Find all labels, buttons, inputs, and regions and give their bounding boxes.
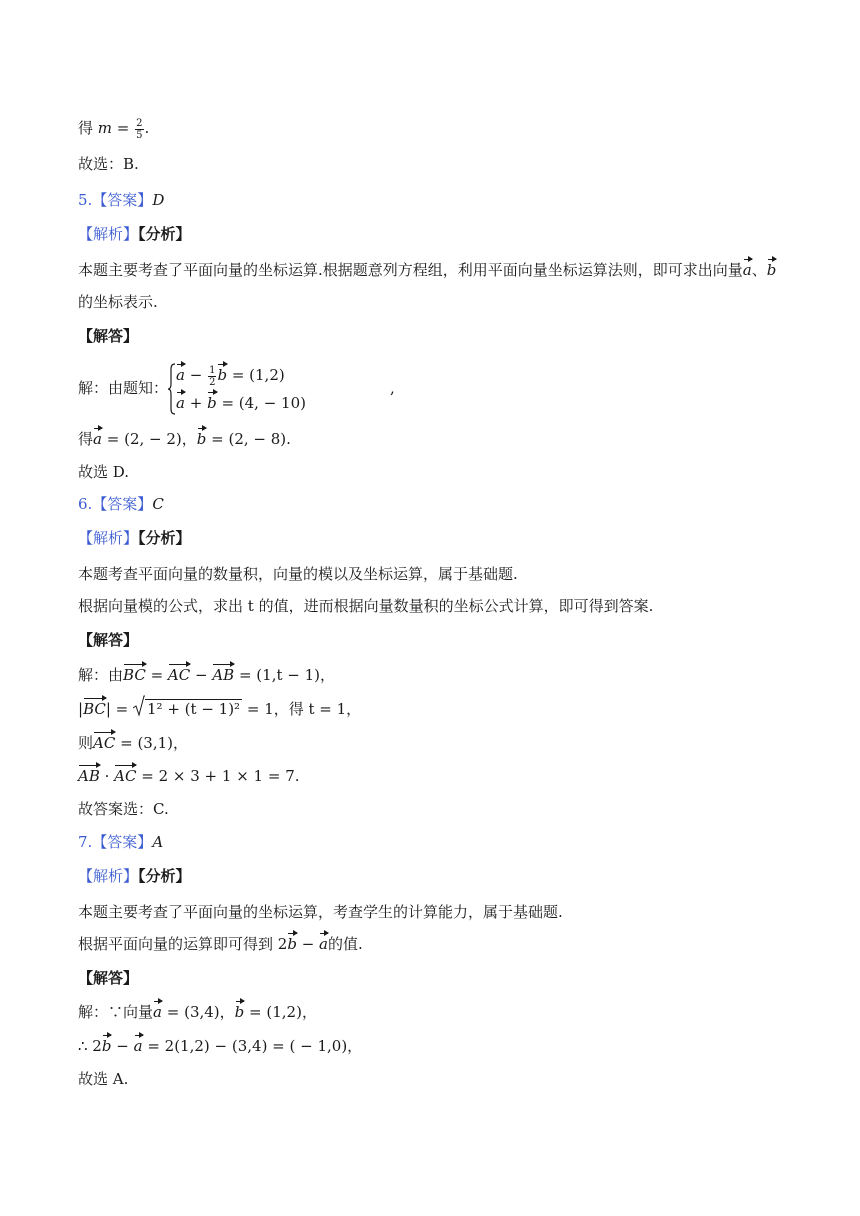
- text: 得: [78, 430, 94, 448]
- text: = 1，得 t = 1，: [246, 700, 362, 718]
- text: 解：由: [78, 666, 124, 684]
- text: 得: [78, 119, 94, 137]
- math-text: m =: [97, 119, 130, 137]
- fraction-den: 5: [136, 129, 143, 141]
- text: ,: [390, 379, 395, 397]
- fenxi-tag: 【分析】: [138, 867, 191, 885]
- text: = (2, − 2)，: [106, 430, 197, 448]
- fraction-num: 2: [136, 117, 143, 129]
- q6-choose-line: 故答案选：C.: [78, 800, 169, 818]
- text: 解：由题知：: [78, 379, 169, 397]
- q7-desc-line1: 本题主要考查了平面向量的坐标运算，考查学生的计算能力，属于基础题.: [78, 903, 563, 921]
- equation-1: a − $\frac{1}{2}$ b = (1,2): [176, 364, 285, 388]
- fenxi-tag: 【分析】: [138, 529, 191, 547]
- q7-answer-line: [78, 830, 800, 854]
- text: 则: [78, 734, 94, 752]
- text: = 2(1,2) − (3,4) = ( − 1,0)，: [147, 1037, 363, 1055]
- q6-step2: |BC| = 1² + (t − 1)² = 1，得 t = 1，: [78, 697, 800, 721]
- q6-step1: 解：由BC = AC − AB = (1,t − 1)，: [78, 663, 800, 687]
- q5-desc-line2: 的坐标表示.: [78, 293, 158, 311]
- text: = 2 × 3 + 1 × 1 = 7.: [141, 767, 300, 785]
- q5-jieda-tag: 【解答】: [78, 327, 139, 345]
- q7-answer-value: A: [152, 833, 164, 851]
- text: = (1,2)，: [249, 1003, 317, 1021]
- q7-jieda-tag: 【解答】: [78, 969, 139, 987]
- q5-answer-label: 5.【答案】: [78, 191, 153, 209]
- q7-desc-line2: 根据平面向量的运算即可得到 2b − a的值.: [78, 932, 800, 956]
- q5-result-line: 得a = (2, − 2)，b = (2, − 8).: [78, 427, 800, 451]
- q6-answer-label: 6.【答案】: [78, 495, 153, 513]
- sqrt: [133, 697, 242, 721]
- q6-section-tags: [78, 526, 800, 550]
- result-m-line: [78, 116, 800, 141]
- equation-2: a + b = (4, − 10): [176, 391, 306, 415]
- choose-b-line: 故选：B.: [78, 155, 139, 173]
- text: .: [144, 119, 150, 137]
- q5-desc-line1: [78, 258, 800, 282]
- q7-step2: ∴ 2b − a = 2(1,2) − (3,4) = ( − 1,0)，: [78, 1034, 800, 1058]
- jiexi-tag: 【解析】: [78, 529, 139, 547]
- q6-desc-line2: 根据向量模的公式，求出 t 的值，进而根据向量数量积的坐标公式计算，即可得到答案.: [78, 597, 654, 615]
- text: = (2, − 8).: [211, 430, 291, 448]
- text: ∴ 2: [78, 1037, 102, 1055]
- text: 根据平面向量的运算即可得到 2: [78, 935, 288, 953]
- q7-choose-line: 故选 A.: [78, 1070, 129, 1088]
- jiexi-tag: 【解析】: [78, 867, 139, 885]
- text: 本题主要考查了平面向量的坐标运算.根据题意列方程组，利用平面向量坐标运算法则，即可求出向量: [78, 261, 743, 279]
- text: = (3,4)，: [166, 1003, 235, 1021]
- q6-jieda-tag: 【解答】: [78, 631, 139, 649]
- q6-step4: AB · AC = 2 × 3 + 1 × 1 = 7.: [78, 764, 800, 788]
- left-brace: [168, 363, 176, 415]
- fenxi-tag: 【分析】: [138, 225, 191, 243]
- text: 、: [751, 261, 767, 279]
- radicand: 1² + (t − 1)²: [147, 700, 241, 718]
- text: = (1,2): [231, 366, 285, 384]
- fraction: [135, 118, 143, 141]
- q6-answer-line: [78, 492, 800, 516]
- q5-answer-line: [78, 188, 800, 212]
- vector-a: a: [743, 258, 752, 282]
- vector-b: b: [767, 258, 777, 282]
- q6-step3: 则AC = (3,1)，: [78, 731, 800, 755]
- text: = (1,t − 1)，: [238, 666, 335, 684]
- q6-desc-line1: 本题考查平面向量的数量积，向量的模以及坐标运算，属于基础题.: [78, 565, 518, 583]
- jiexi-tag: 【解析】: [78, 225, 139, 243]
- q5-section-tags: [78, 222, 800, 246]
- text: 的值.: [328, 935, 363, 953]
- q7-section-tags: [78, 864, 800, 888]
- text: = (4, − 10): [221, 394, 306, 412]
- q5-answer-value: D: [152, 191, 165, 209]
- text: 解：∵向量: [78, 1003, 154, 1021]
- q5-choose-line: 故选 D.: [78, 463, 130, 481]
- q7-answer-label: 7.【答案】: [78, 833, 153, 851]
- text: = (3,1)，: [120, 734, 189, 752]
- q6-answer-value: C: [152, 495, 164, 513]
- q7-step1: 解：∵向量a = (3,4)，b = (1,2)，: [78, 1000, 800, 1024]
